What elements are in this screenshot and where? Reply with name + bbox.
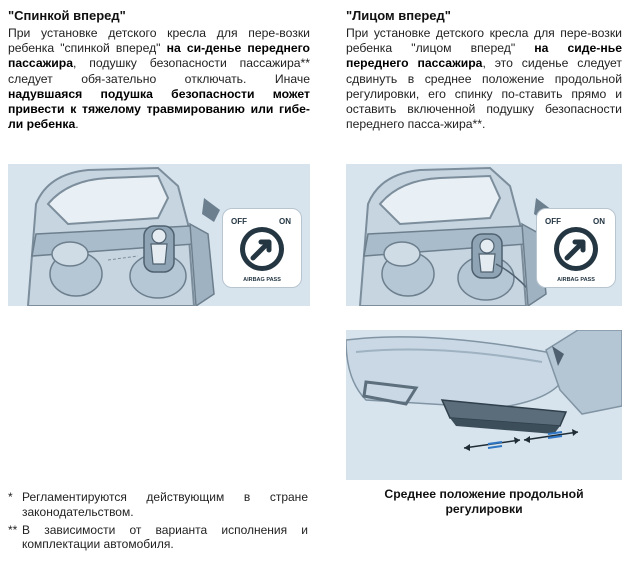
switch-off-text: OFF <box>545 217 561 226</box>
text-segment: При установке детского кресла для пере- <box>8 26 280 40</box>
airbag-key-off-icon <box>223 209 301 287</box>
footnote-1 <box>8 490 308 520</box>
rear-facing-illustration <box>8 164 310 306</box>
switch-label-text: AIRBAG PASS <box>557 277 595 283</box>
footnote-text: В зависимости от варианта исполнения и комплектации автомобиля. <box>22 522 308 552</box>
text-segment: , это сиденье следует сдвинуть в среднее положение продольной регулировки, его спинку по- <box>346 56 623 101</box>
seat-adjustment-illustration <box>346 330 622 480</box>
text-segment: на сиде- <box>534 41 601 56</box>
footnotes <box>8 490 308 555</box>
text-segment: надувшаяся подушка безопасности может привести к тяжелому травмированию или гибе- <box>8 86 310 117</box>
text-segment: возки ребенка "лицом вперед" <box>346 26 622 56</box>
airbag-switch-on <box>536 208 616 288</box>
text-segment: на си- <box>166 41 206 56</box>
right-instructions <box>346 26 622 132</box>
caption-line-1: Среднее положение продольной <box>384 487 584 501</box>
footnote-mark: ** <box>8 522 18 537</box>
text-segment: жира**. <box>444 117 486 132</box>
caption-line-2: регулировки <box>445 502 523 516</box>
text-segment: При установке детского кресла для пере- <box>346 26 592 40</box>
switch-on-text: ON <box>593 217 605 226</box>
text-segment: ставить прямо и оставить включенной подушку безопасности переднего пасса- <box>346 86 622 132</box>
text-segment: зательно отключать. Иначе <box>105 71 310 86</box>
footnote-mark: * <box>8 490 13 504</box>
left-instructions <box>8 26 310 132</box>
left-section-title: "Спинкой вперед" <box>8 8 126 23</box>
airbag-switch-off <box>222 208 302 288</box>
switch-off-text: OFF <box>231 217 247 226</box>
switch-on-text: ON <box>279 217 291 226</box>
seat-adjustment-caption <box>346 487 622 517</box>
text-segment: ли ребенка <box>8 117 76 132</box>
text-segment: нье переднего пассажира <box>346 41 622 71</box>
text-segment: . <box>75 117 79 132</box>
forward-facing-illustration <box>346 164 622 306</box>
switch-label-text: AIRBAG PASS <box>243 277 281 283</box>
right-section-title: "Лицом вперед" <box>346 8 451 23</box>
seat-rail-drawing <box>346 330 622 480</box>
text-segment: , подушку безопасности пассажира** следует обя- <box>8 56 310 86</box>
text-segment: денье переднего пассажира <box>8 41 311 71</box>
text-segment: возки ребенка "спинкой вперед" <box>8 26 310 56</box>
footnote-text: Регламентируются действующим в стране законодательством. <box>22 490 308 519</box>
airbag-key-on-icon <box>537 209 615 287</box>
footnote-2 <box>8 523 308 553</box>
